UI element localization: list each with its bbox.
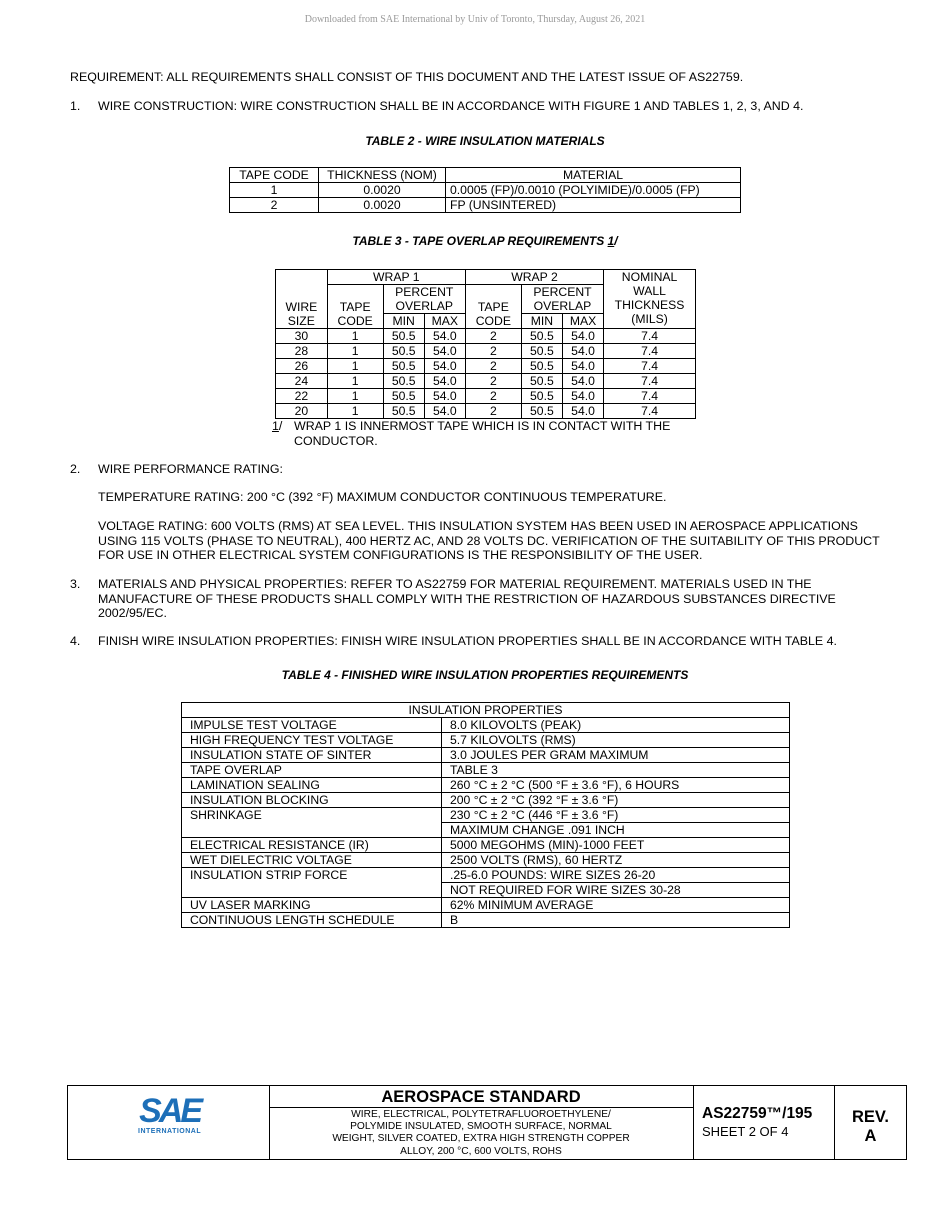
table-cell: 50.5 xyxy=(521,404,562,419)
temperature-rating-text: TEMPERATURE RATING: 200 °C (392 °F) MAXIMUM CONDUCTOR CONTINUOUS TEMPERATURE. xyxy=(98,490,667,504)
description-cell xyxy=(269,1086,694,1159)
logo-text: SAE xyxy=(139,1092,201,1130)
rev-value: A xyxy=(864,1127,877,1145)
property-value: TABLE 3 xyxy=(442,763,790,778)
table-row xyxy=(182,793,790,808)
property-name: WET DIELECTRIC VOLTAGE xyxy=(182,853,442,868)
property-name: TAPE OVERLAP xyxy=(182,763,442,778)
table-cell: 50.5 xyxy=(521,374,562,389)
section-text: FINISH WIRE INSULATION PROPERTIES: FINISH WIRE INSULATION PROPERTIES SHALL BE IN ACCORDANCE WITH TABLE 4. xyxy=(98,634,837,648)
table-cell: 7.4 xyxy=(604,359,696,374)
table-cell: 1 xyxy=(327,404,383,419)
property-value: 200 °C ± 2 °C (392 °F ± 3.6 °F) xyxy=(442,793,790,808)
property-value: B xyxy=(442,913,790,928)
property-name: ELECTRICAL RESISTANCE (IR) xyxy=(182,838,442,853)
tape-code-header xyxy=(327,285,383,329)
property-value: 5.7 KILOVOLTS (RMS) xyxy=(442,733,790,748)
table-row xyxy=(182,808,790,823)
table-cell: 50.5 xyxy=(383,344,424,359)
table-cell: 50.5 xyxy=(521,389,562,404)
description-line: ALLOY, 200 °C, 600 VOLTS, ROHS xyxy=(400,1145,562,1157)
table-cell: 50.5 xyxy=(383,359,424,374)
percent-overlap-header xyxy=(383,285,465,314)
property-value: NOT REQUIRED FOR WIRE SIZES 30-28 xyxy=(442,883,790,898)
description-line: POLYMIDE INSULATED, SMOOTH SURFACE, NORMAL xyxy=(350,1121,612,1133)
table-cell: 54.0 xyxy=(562,389,603,404)
table-cell: 2 xyxy=(465,389,521,404)
property-value: .25-6.0 POUNDS: WIRE SIZES 26-20 xyxy=(442,868,790,883)
table-row xyxy=(182,718,790,733)
table-cell: 1 xyxy=(327,329,383,344)
header-line: OVERLAP xyxy=(395,299,454,313)
max-header: MAX xyxy=(424,314,465,329)
header-line: NOMINAL xyxy=(621,270,678,284)
section-4 xyxy=(70,634,885,649)
table-cell: 54.0 xyxy=(424,389,465,404)
min-header: MIN xyxy=(521,314,562,329)
title-block xyxy=(67,1085,907,1160)
table-cell: 54.0 xyxy=(424,329,465,344)
table-cell: 54.0 xyxy=(424,344,465,359)
table-row xyxy=(230,183,741,198)
header-line: WALL xyxy=(633,284,666,298)
table-cell: 28 xyxy=(276,344,328,359)
column-header: MATERIAL xyxy=(446,168,741,183)
table-cell: 20 xyxy=(276,404,328,419)
table-row xyxy=(276,344,696,359)
property-value: 8.0 KILOVOLTS (PEAK) xyxy=(442,718,790,733)
table-cell: 50.5 xyxy=(521,329,562,344)
min-header: MIN xyxy=(383,314,424,329)
percent-overlap-header xyxy=(521,285,603,314)
header-line: TAPE xyxy=(339,300,371,314)
table-3-footnote xyxy=(272,419,712,449)
nominal-thickness-header xyxy=(604,270,696,329)
requirement-text: REQUIREMENT: ALL REQUIREMENTS SHALL CONSIST OF THIS DOCUMENT AND THE LATEST ISSUE OF AS22759. xyxy=(70,70,744,84)
sae-logo xyxy=(138,1092,201,1135)
section-text: WIRE PERFORMANCE RATING: xyxy=(98,462,283,476)
table-4 xyxy=(181,702,790,928)
max-header: MAX xyxy=(562,314,603,329)
table-header-row xyxy=(230,168,741,183)
property-value: 3.0 JOULES PER GRAM MAXIMUM xyxy=(442,748,790,763)
wire-size-header xyxy=(276,270,328,329)
section-number: 3. xyxy=(70,577,81,591)
table-cell: 7.4 xyxy=(604,344,696,359)
table-row xyxy=(182,838,790,853)
table-3-title-text: TABLE 3 - TAPE OVERLAP REQUIREMENTS xyxy=(352,234,605,248)
table-2 xyxy=(229,167,741,213)
section-number: 4. xyxy=(70,634,81,648)
table-cell: 2 xyxy=(465,359,521,374)
header-line: CODE xyxy=(475,314,511,328)
table-row xyxy=(276,359,696,374)
table-cell: 0.0005 (FP)/0.0010 (POLYIMIDE)/0.0005 (FP) xyxy=(446,183,741,198)
table-cell: 50.5 xyxy=(521,359,562,374)
table-cell: 2 xyxy=(465,329,521,344)
table-cell: 1 xyxy=(327,389,383,404)
download-watermark: Downloaded from SAE International by Univ of Toronto, Thursday, August 26, 2021 xyxy=(304,14,646,25)
table-cell: 7.4 xyxy=(604,374,696,389)
header-line: (MILS) xyxy=(631,312,668,326)
table-cell: 0.0020 xyxy=(319,198,446,213)
footnote-ref-suffix: / xyxy=(614,234,618,248)
column-header: INSULATION PROPERTIES xyxy=(182,703,790,718)
table-cell: 54.0 xyxy=(424,404,465,419)
table-cell: 1 xyxy=(327,344,383,359)
table-cell: 7.4 xyxy=(604,404,696,419)
header-line: THICKNESS xyxy=(614,298,685,312)
table-row xyxy=(182,778,790,793)
section-3 xyxy=(70,577,885,621)
footnote-ref: 1 xyxy=(272,419,279,433)
logo-cell xyxy=(68,1086,270,1159)
table-cell: 24 xyxy=(276,374,328,389)
property-name: IMPULSE TEST VOLTAGE xyxy=(182,718,442,733)
table-row xyxy=(276,374,696,389)
table-row xyxy=(182,748,790,763)
table-cell: 2 xyxy=(230,198,319,213)
description-line: WEIGHT, SILVER COATED, EXTRA HIGH STRENGTH COPPER xyxy=(332,1133,630,1145)
table-row xyxy=(182,763,790,778)
property-name: LAMINATION SEALING xyxy=(182,778,442,793)
table-row xyxy=(182,868,790,883)
property-value: 2500 VOLTS (RMS), 60 HERTZ xyxy=(442,853,790,868)
table-3 xyxy=(275,269,696,419)
section-text: WIRE CONSTRUCTION: WIRE CONSTRUCTION SHALL BE IN ACCORDANCE WITH FIGURE 1 AND TABLES 1, 2, 3, AND 4. xyxy=(98,99,804,113)
header-line: OVERLAP xyxy=(533,299,592,313)
property-name: UV LASER MARKING xyxy=(182,898,442,913)
property-value: MAXIMUM CHANGE .091 INCH xyxy=(442,823,790,838)
table-row xyxy=(230,198,741,213)
standard-title: AEROSPACE STANDARD xyxy=(269,1086,693,1108)
header-line: CODE xyxy=(337,314,373,328)
property-name: INSULATION STATE OF SINTER xyxy=(182,748,442,763)
table-cell: 26 xyxy=(276,359,328,374)
header-line: TAPE xyxy=(477,300,509,314)
table-cell: 2 xyxy=(465,404,521,419)
tape-code-header xyxy=(465,285,521,329)
table-cell: 7.4 xyxy=(604,329,696,344)
footnote-text: WRAP 1 IS INNERMOST TAPE WHICH IS IN CONTACT WITH THE CONDUCTOR. xyxy=(294,419,671,448)
doc-number: AS22759™/195 xyxy=(702,1105,813,1122)
table-cell: 50.5 xyxy=(383,389,424,404)
footnote-ref: 1 xyxy=(607,234,615,248)
wrap-2-header: WRAP 2 xyxy=(465,270,603,285)
table-row xyxy=(276,329,696,344)
property-name: INSULATION BLOCKING xyxy=(182,793,442,808)
header-line: PERCENT xyxy=(533,285,592,299)
description-line: WIRE, ELECTRICAL, POLYTETRAFLUOROETHYLENE/ xyxy=(351,1109,611,1120)
header-line: PERCENT xyxy=(395,285,454,299)
table-row xyxy=(182,853,790,868)
table-cell: 30 xyxy=(276,329,328,344)
table-cell: 2 xyxy=(465,344,521,359)
table-cell: 1 xyxy=(327,374,383,389)
table-cell: 7.4 xyxy=(604,389,696,404)
rev-label: REV. xyxy=(852,1108,889,1126)
voltage-rating-text: VOLTAGE RATING: 600 VOLTS (RMS) AT SEA LEVEL. THIS INSULATION SYSTEM HAS BEEN USED IN AEROSPACE APPLICATIONS USING 115 VOLTS (PHASE TO NEUTRAL), 400 HERTZ AC, AND 28 VOLTS DC. VERIFICATION OF THE SUITABILITY OF THIS PRODUCT FOR USE IN OTHER ELECTRICAL SYSTEM CONFIGURATIONS IS THE RESPONSIBILITY OF THE USER. xyxy=(98,519,880,562)
table-2-title: TABLE 2 - WIRE INSULATION MATERIALS xyxy=(365,134,605,148)
property-name: HIGH FREQUENCY TEST VOLTAGE xyxy=(182,733,442,748)
table-cell: 50.5 xyxy=(383,329,424,344)
section-1 xyxy=(70,99,885,114)
table-cell: 50.5 xyxy=(383,404,424,419)
temperature-rating xyxy=(70,490,885,505)
table-cell: 50.5 xyxy=(383,374,424,389)
table-cell: FP (UNSINTERED) xyxy=(446,198,741,213)
table-row xyxy=(182,913,790,928)
property-name: SHRINKAGE xyxy=(182,808,442,838)
property-name: CONTINUOUS LENGTH SCHEDULE xyxy=(182,913,442,928)
section-2 xyxy=(70,462,885,477)
property-value: 5000 MEGOHMS (MIN)-1000 FEET xyxy=(442,838,790,853)
section-number: 2. xyxy=(70,462,81,476)
table-4-title: TABLE 4 - FINISHED WIRE INSULATION PROPERTIES REQUIREMENTS xyxy=(281,668,689,682)
table-row xyxy=(276,404,696,419)
table-cell: 2 xyxy=(465,374,521,389)
revision-cell xyxy=(835,1086,906,1159)
table-cell: 0.0020 xyxy=(319,183,446,198)
table-cell: 54.0 xyxy=(562,329,603,344)
header-line: WIRE xyxy=(285,300,318,314)
standard-description xyxy=(269,1109,693,1158)
table-row xyxy=(182,733,790,748)
property-value: 62% MINIMUM AVERAGE xyxy=(442,898,790,913)
table-header-row xyxy=(182,703,790,718)
doc-number-cell xyxy=(694,1086,835,1159)
table-cell: 54.0 xyxy=(424,359,465,374)
table-cell: 50.5 xyxy=(521,344,562,359)
table-3-title xyxy=(0,234,950,248)
table-cell: 54.0 xyxy=(562,404,603,419)
column-header: THICKNESS (NOM) xyxy=(319,168,446,183)
wrap-1-header: WRAP 1 xyxy=(327,270,465,285)
table-cell: 54.0 xyxy=(562,359,603,374)
logo-subtext: INTERNATIONAL xyxy=(138,1128,202,1135)
property-value: 230 °C ± 2 °C (446 °F ± 3.6 °F) xyxy=(442,808,790,823)
footnote-ref-suffix: / xyxy=(278,419,283,433)
sheet-number: SHEET 2 OF 4 xyxy=(702,1124,789,1139)
header-line: SIZE xyxy=(287,314,315,328)
column-header: TAPE CODE xyxy=(230,168,319,183)
property-name: INSULATION STRIP FORCE xyxy=(182,868,442,898)
property-value: 260 °C ± 2 °C (500 °F ± 3.6 °F), 6 HOURS xyxy=(442,778,790,793)
table-cell: 54.0 xyxy=(562,374,603,389)
table-row xyxy=(276,389,696,404)
table-cell: 54.0 xyxy=(562,344,603,359)
section-number: 1. xyxy=(70,99,81,113)
table-cell: 22 xyxy=(276,389,328,404)
section-text: MATERIALS AND PHYSICAL PROPERTIES: REFER TO AS22759 FOR MATERIAL REQUIREMENT. MATERIALS USED IN THE MANUFACTURE OF THESE PRODUCTS SHALL COMPLY WITH THE RESTRICTION OF HAZARDOUS SUBSTANCES DIRECTIVE 2002/95/EC. xyxy=(98,577,836,620)
table-cell: 54.0 xyxy=(424,374,465,389)
table-cell: 1 xyxy=(230,183,319,198)
table-cell: 1 xyxy=(327,359,383,374)
voltage-rating xyxy=(70,519,885,563)
table-row xyxy=(182,898,790,913)
